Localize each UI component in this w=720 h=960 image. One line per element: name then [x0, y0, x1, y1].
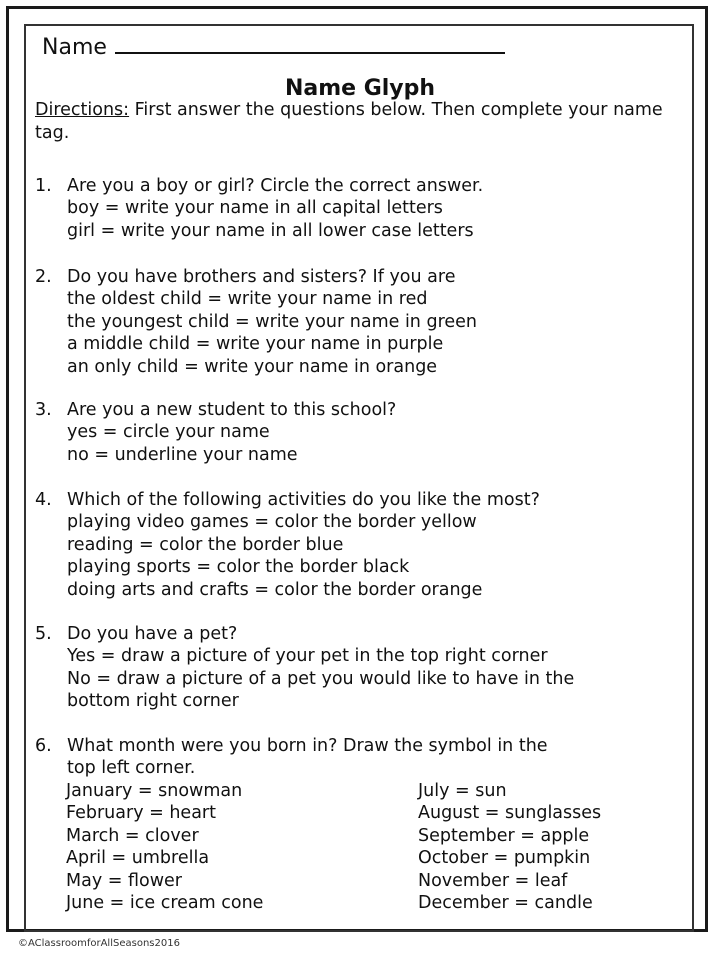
- name-blank[interactable]: [115, 32, 505, 54]
- month-item: January = snowman: [66, 781, 243, 801]
- directions: [35, 99, 665, 145]
- question-line: Are you a new student to this school?: [67, 400, 397, 420]
- name-line: [42, 32, 505, 63]
- month-item: September = apple: [418, 825, 590, 846]
- month-item: August = sunglasses: [418, 803, 602, 824]
- month-item: December = candle: [418, 893, 593, 914]
- question-line: Do you have a pet?: [67, 624, 238, 644]
- question-line: boy = write your name in all capital letters: [67, 198, 443, 219]
- month-item: June = ice cream cone: [66, 893, 264, 914]
- question-line: doing arts and crafts = color the border orange: [67, 579, 483, 600]
- question-line: playing sports = color the border black: [67, 557, 410, 578]
- month-item: November = leaf: [418, 870, 568, 891]
- directions-text: First answer the questions below. Then complete your name tag.: [35, 100, 663, 143]
- question-line: Are you a boy or girl? Circle the correct answer.: [67, 176, 484, 196]
- question-line: No = draw a picture of a pet you would like to have in the: [67, 668, 575, 689]
- question-line: top left corner.: [67, 758, 196, 779]
- question-number: 3.: [35, 400, 52, 420]
- question-2: [35, 266, 675, 378]
- question-number: 2.: [35, 267, 52, 287]
- month-item: February = heart: [66, 803, 216, 824]
- question-line: an only child = write your name in orange: [67, 356, 438, 377]
- question-6: [35, 735, 675, 780]
- question-line: no = underline your name: [67, 444, 298, 465]
- question-line: Yes = draw a picture of your pet in the top right corner: [67, 646, 548, 667]
- question-line: the youngest child = write your name in green: [67, 311, 478, 332]
- question-number: 4.: [35, 490, 52, 510]
- question-5: [35, 623, 675, 713]
- month-item: March = clover: [66, 825, 199, 846]
- question-line: playing video games = color the border yellow: [67, 512, 477, 533]
- page-title: Name Glyph: [284, 76, 436, 101]
- months-left-column: [66, 780, 263, 914]
- question-line: Do you have brothers and sisters? If you are: [67, 267, 456, 287]
- month-item: July = sun: [418, 781, 507, 801]
- directions-label: Directions:: [35, 100, 130, 120]
- month-item: April = umbrella: [66, 848, 210, 869]
- question-line: reading = color the border blue: [67, 534, 344, 555]
- copyright-notice: ©AClassroomforAllSeasons2016: [18, 938, 180, 949]
- question-1: [35, 175, 675, 242]
- question-4: [35, 489, 675, 601]
- question-line: girl = write your name in all lower case letters: [67, 220, 474, 241]
- question-number: 6.: [35, 736, 52, 756]
- question-line: Which of the following activities do you like the most?: [67, 490, 540, 510]
- question-line: bottom right corner: [67, 691, 239, 712]
- question-line: What month were you born in? Draw the symbol in the: [67, 736, 548, 756]
- question-line: the oldest child = write your name in red: [67, 289, 428, 310]
- name-label: Name: [42, 35, 107, 60]
- month-item: October = pumpkin: [418, 848, 591, 869]
- question-line: yes = circle your name: [67, 422, 270, 443]
- question-number: 1.: [35, 176, 52, 196]
- question-number: 5.: [35, 624, 52, 644]
- months-right-column: [418, 780, 601, 914]
- question-line: a middle child = write your name in purple: [67, 334, 444, 355]
- question-3: [35, 399, 675, 466]
- month-item: May = flower: [66, 870, 182, 891]
